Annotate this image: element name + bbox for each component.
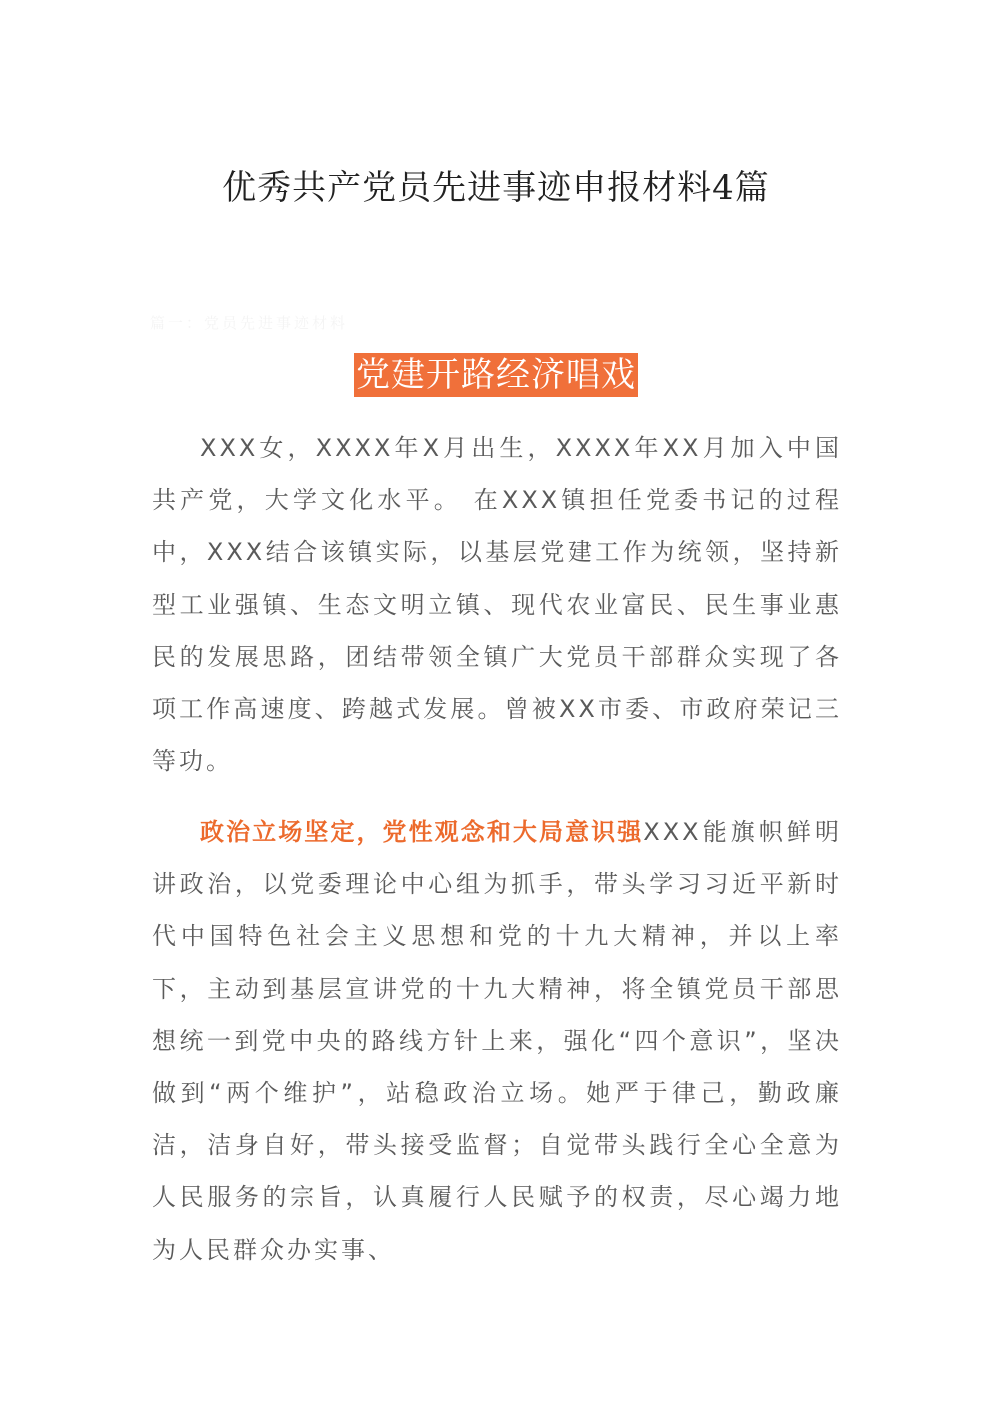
paragraph-political <box>152 806 842 1276</box>
paragraph-political-text <box>152 806 842 1276</box>
paragraph-lead-heading: 政治立场坚定，党性观念和大局意识强 <box>200 818 644 846</box>
page-title: 优秀共产党员先进事迹申报材料4篇 <box>222 168 770 208</box>
paragraph-intro-text: XXX女，XXXX年X月出生，XXXX年XX月加入中国共产党，大学文化水平。 在XXX镇担任党委书记的过程中，XXX结合该镇实际，以基层党建工作为统领，坚持新型工业强镇、生态文明立镇、现代农业富民、民生事业惠民的发展思路，团结带领全镇广大党员干部群众实现了各项工作高速度、跨越式发展。曾被XX市委、市政府荣记三等功。 <box>152 434 842 776</box>
paragraph-political-body: XXX能旗帜鲜明讲政治，以党委理论中心组为抓手，带头学习习近平新时代中国特色社会主义思想和党的十九大精神，并以上率下，主动到基层宣讲党的十九大精神，将全镇党员干部思想统一到党中央的路线方针上来，强化“四个意识”，坚决做到“两个维护”，站稳政治立场。她严于律己，勤政廉洁，洁身自好，带头接受监督；自觉带头践行全心全意为人民服务的宗旨，认真履行人民赋予的权责，尽心竭力地为人民群众办实事、 <box>152 818 843 1264</box>
section-heading: 党建开路经济唱戏 <box>356 355 636 395</box>
section-heading-container <box>0 353 992 397</box>
paragraph-intro <box>152 422 842 787</box>
faint-subtitle: 篇一：党员先进事迹材料 <box>150 314 349 332</box>
